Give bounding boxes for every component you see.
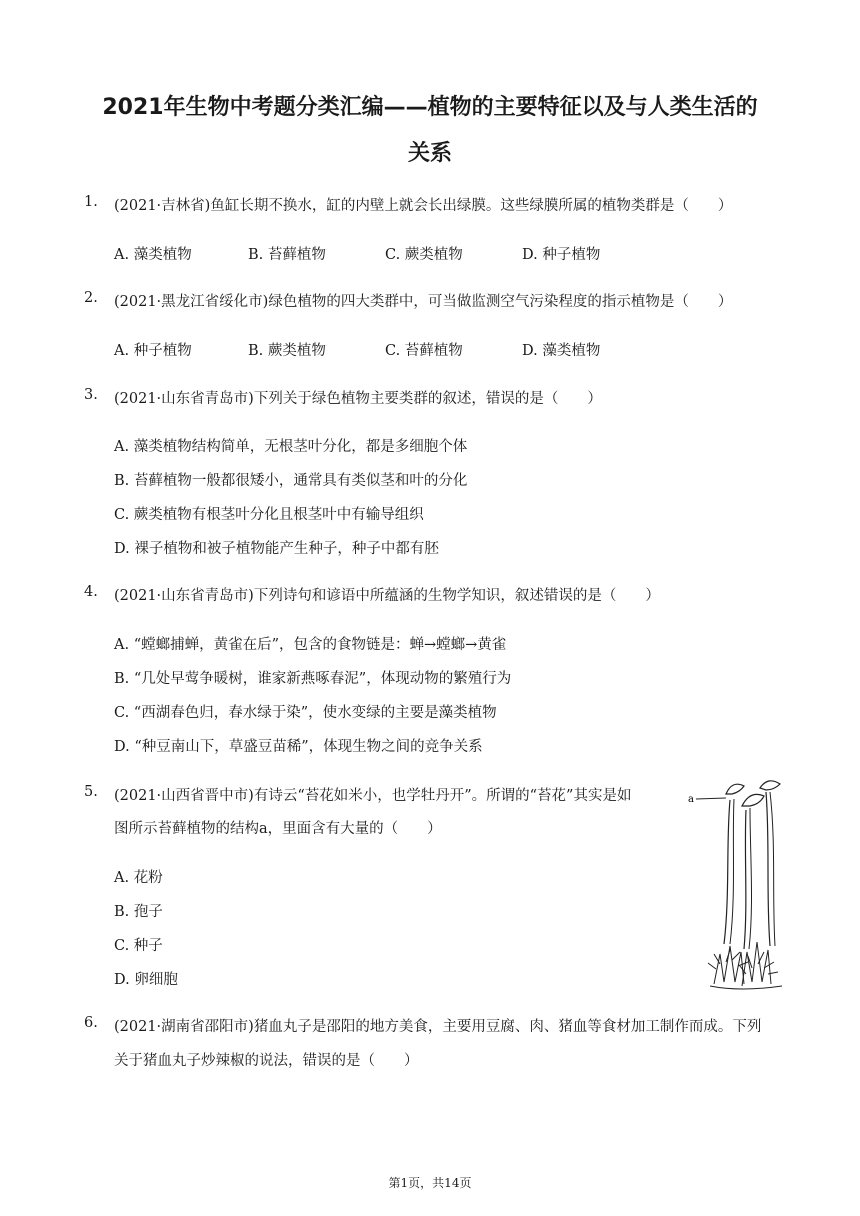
option-b: B. 孢子 (114, 904, 163, 920)
question-text: (2021·黑龙江省绥化市)绿色植物的四大类群中，可当做监测空气污染程度的指示植物是（ ） (114, 294, 733, 310)
question-number: 6. (84, 1015, 98, 1031)
option-a: A. 藻类植物 (114, 247, 192, 263)
option-c: C. 苔藓植物 (385, 343, 463, 359)
option-d: D. 藻类植物 (522, 343, 601, 359)
option-a: A. “螳螂捕蝉，黄雀在后”，包含的食物链是：蝉→螳螂→黄雀 (114, 637, 507, 653)
question-text: (2021·山西省晋中市)有诗云“苔花如米小，也学牡丹开”。所谓的“苔花”其实是如 (114, 788, 632, 804)
question-number: 1. (84, 194, 98, 210)
question-number: 5. (84, 784, 98, 800)
page-title-line2: 关系 (407, 141, 452, 166)
option-b: B. 蕨类植物 (248, 343, 326, 359)
moss-figure (686, 774, 786, 994)
question-text: (2021·山东省青岛市)下列诗句和谚语中所蕴涵的生物学知识，叙述错误的是（ ） (114, 588, 660, 604)
option-c: C. 蕨类植物 (385, 247, 463, 263)
option-a: A. 花粉 (114, 870, 163, 886)
question-number: 3. (84, 387, 98, 403)
option-b: B. “几处早莺争暖树，谁家新燕啄春泥”，体现动物的繁殖行为 (114, 671, 512, 687)
figure-label-a: a (688, 794, 694, 805)
question-number: 2. (84, 290, 98, 306)
option-c: C. “西湖春色归，春水绿于染”，使水变绿的主要是藻类植物 (114, 705, 497, 721)
page-footer: 第1页，共14页 (388, 1176, 472, 1190)
option-b: B. 苔藓植物一般都很矮小，通常具有类似茎和叶的分化 (114, 473, 468, 489)
question-text: (2021·吉林省)鱼缸长期不换水，缸的内壁上就会长出绿膜。这些绿膜所属的植物类群是（ ） (114, 198, 733, 214)
question-text-line2: 图所示苔藓植物的结构a，里面含有大量的（ ） (114, 821, 442, 837)
option-b: B. 苔藓植物 (248, 247, 326, 263)
question-text: (2021·山东省青岛市)下列关于绿色植物主要类群的叙述，错误的是（ ） (114, 391, 602, 407)
page-title: 2021年生物中考题分类汇编——植物的主要特征以及与人类生活的 (102, 95, 758, 120)
option-d: D. 卵细胞 (114, 972, 178, 988)
option-a: A. 藻类植物结构简单，无根茎叶分化，都是多细胞个体 (114, 439, 468, 455)
option-d: D. “种豆南山下，草盛豆苗稀”，体现生物之间的竞争关系 (114, 739, 483, 755)
option-d: D. 种子植物 (522, 247, 601, 263)
question-number: 4. (84, 584, 98, 600)
question-text: (2021·湖南省邵阳市)猪血丸子是邵阳的地方美食，主要用豆腐、肉、猪血等食材加工制作而成。下列 (114, 1019, 762, 1035)
question-text-line2: 关于猪血丸子炒辣椒的说法，错误的是（ ） (114, 1053, 419, 1069)
option-d: D. 裸子植物和被子植物能产生种子，种子中都有胚 (114, 541, 439, 557)
option-c: C. 种子 (114, 938, 163, 954)
option-a: A. 种子植物 (114, 343, 192, 359)
option-c: C. 蕨类植物有根茎叶分化且根茎叶中有输导组织 (114, 507, 424, 523)
